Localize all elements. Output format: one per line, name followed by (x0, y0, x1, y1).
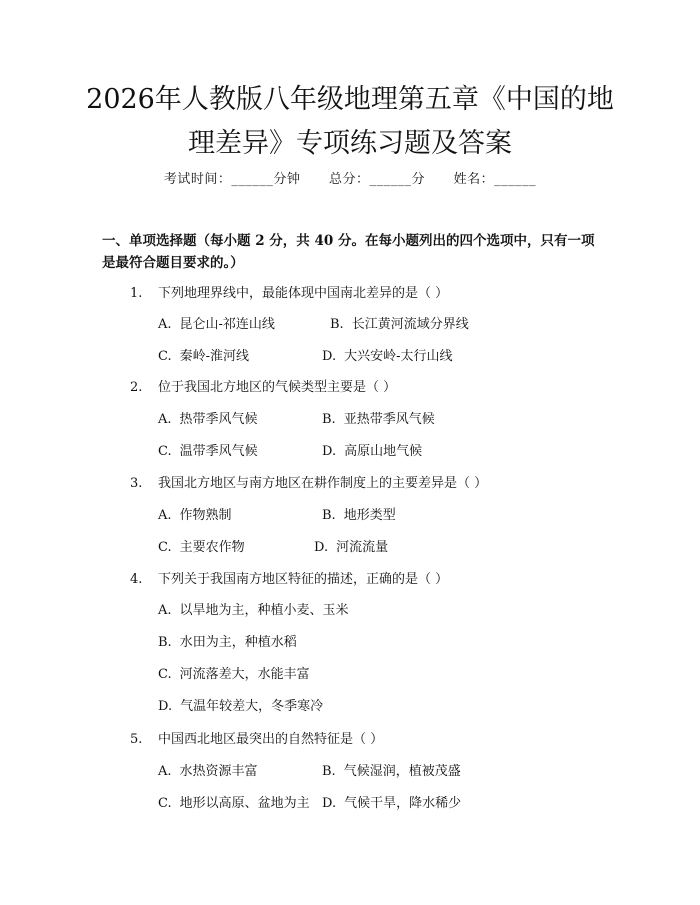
option-letter: B. (158, 635, 172, 650)
option-letter: A. (158, 603, 172, 618)
option-text: 热带季风气候 (179, 412, 258, 427)
option-text: 气候湿润，植被茂盛 (343, 764, 461, 779)
option-letter: A. (158, 317, 172, 332)
title-line-2: 理差异》专项练习题及答案 (188, 128, 512, 159)
option-letter: D. (314, 540, 329, 555)
section-heading-line-1: 一、单项选择题（每小题 2 分，共 40 分。在每小题列出的四个选项中，只有一项 (102, 233, 595, 249)
question-number: 2. (130, 380, 143, 395)
question-number: 5. (130, 732, 143, 747)
option-2b (322, 408, 435, 427)
question-number: 3. (130, 476, 143, 491)
option-letter: D. (322, 444, 337, 459)
option-5c (158, 792, 310, 811)
option-letter: C. (158, 444, 172, 459)
option-letter: B. (322, 508, 336, 523)
option-3a (158, 504, 232, 523)
option-text: 以旱地为主，种植小麦、玉米 (179, 603, 349, 618)
option-2a (158, 408, 258, 427)
title-line-1: 2026年人教版八年级地理第五章《中国的地 (86, 84, 614, 115)
option-4b (158, 631, 297, 650)
option-4a (158, 599, 349, 618)
option-text: 温带季风气候 (179, 444, 258, 459)
student-name: 姓名：______ (453, 172, 537, 187)
option-text: 气候干旱，降水稀少 (344, 796, 462, 811)
option-text: 河流落差大，水能丰富 (179, 667, 310, 682)
section-heading (102, 230, 602, 274)
option-text: 高原山地气候 (344, 444, 423, 459)
option-5b (322, 760, 461, 779)
question-number: 1. (130, 286, 143, 301)
question-text: 中国西北地区最突出的自然特征是（ ） (158, 732, 384, 747)
option-text: 作物熟制 (179, 508, 232, 523)
option-4d (158, 695, 323, 714)
exam-score: 总分：______分 (328, 172, 425, 187)
question-text: 下列地理界线中，最能体现中国南北差异的是（ ） (158, 286, 449, 301)
question-number: 4. (130, 572, 143, 587)
option-3d (314, 536, 388, 555)
question-1 (130, 282, 448, 301)
question-text: 位于我国北方地区的气候类型主要是（ ） (158, 380, 397, 395)
option-letter: A. (158, 764, 172, 779)
option-5d (322, 792, 461, 811)
option-letter: B. (322, 764, 336, 779)
option-2d (322, 440, 422, 459)
option-text: 主要农作物 (179, 540, 245, 555)
option-4c (158, 663, 310, 682)
question-3 (130, 472, 487, 491)
option-text: 长江黄河流域分界线 (351, 317, 469, 332)
option-1b (330, 313, 469, 332)
option-letter: B. (322, 412, 336, 427)
option-letter: D. (322, 349, 337, 364)
question-text: 下列关于我国南方地区特征的描述，正确的是（ ） (158, 572, 449, 587)
option-3b (322, 504, 396, 523)
option-letter: C. (158, 796, 172, 811)
option-2c (158, 440, 258, 459)
option-text: 水田为主，种植水稻 (179, 635, 297, 650)
option-letter: A. (158, 508, 172, 523)
option-letter: C. (158, 667, 172, 682)
option-text: 亚热带季风气候 (343, 412, 435, 427)
option-text: 地形以高原、盆地为主 (179, 796, 310, 811)
question-5 (130, 728, 383, 747)
option-3c (158, 536, 245, 555)
option-1c (158, 345, 249, 364)
option-1d (322, 345, 453, 364)
page-title (60, 78, 640, 166)
question-text: 我国北方地区与南方地区在耕作制度上的主要差异是（ ） (158, 476, 488, 491)
exam-info (0, 168, 700, 187)
option-letter: C. (158, 349, 172, 364)
option-letter: D. (158, 699, 173, 714)
question-4 (130, 568, 448, 587)
section-heading-line-2: 是最符合题目要求的。） (102, 255, 244, 271)
option-text: 秦岭-淮河线 (179, 349, 250, 364)
option-text: 气温年较差大，冬季寒冷 (180, 699, 324, 714)
question-2 (130, 376, 396, 395)
option-text: 昆仑山-祁连山线 (179, 317, 275, 332)
option-1a (158, 313, 275, 332)
option-text: 大兴安岭-太行山线 (344, 349, 453, 364)
option-5a (158, 760, 258, 779)
option-letter: C. (158, 540, 172, 555)
exam-time: 考试时间：______分钟 (163, 172, 301, 187)
option-text: 河流流量 (336, 540, 389, 555)
option-letter: A. (158, 412, 172, 427)
option-text: 地形类型 (343, 508, 396, 523)
option-letter: D. (322, 796, 337, 811)
option-letter: B. (330, 317, 344, 332)
option-text: 水热资源丰富 (179, 764, 258, 779)
